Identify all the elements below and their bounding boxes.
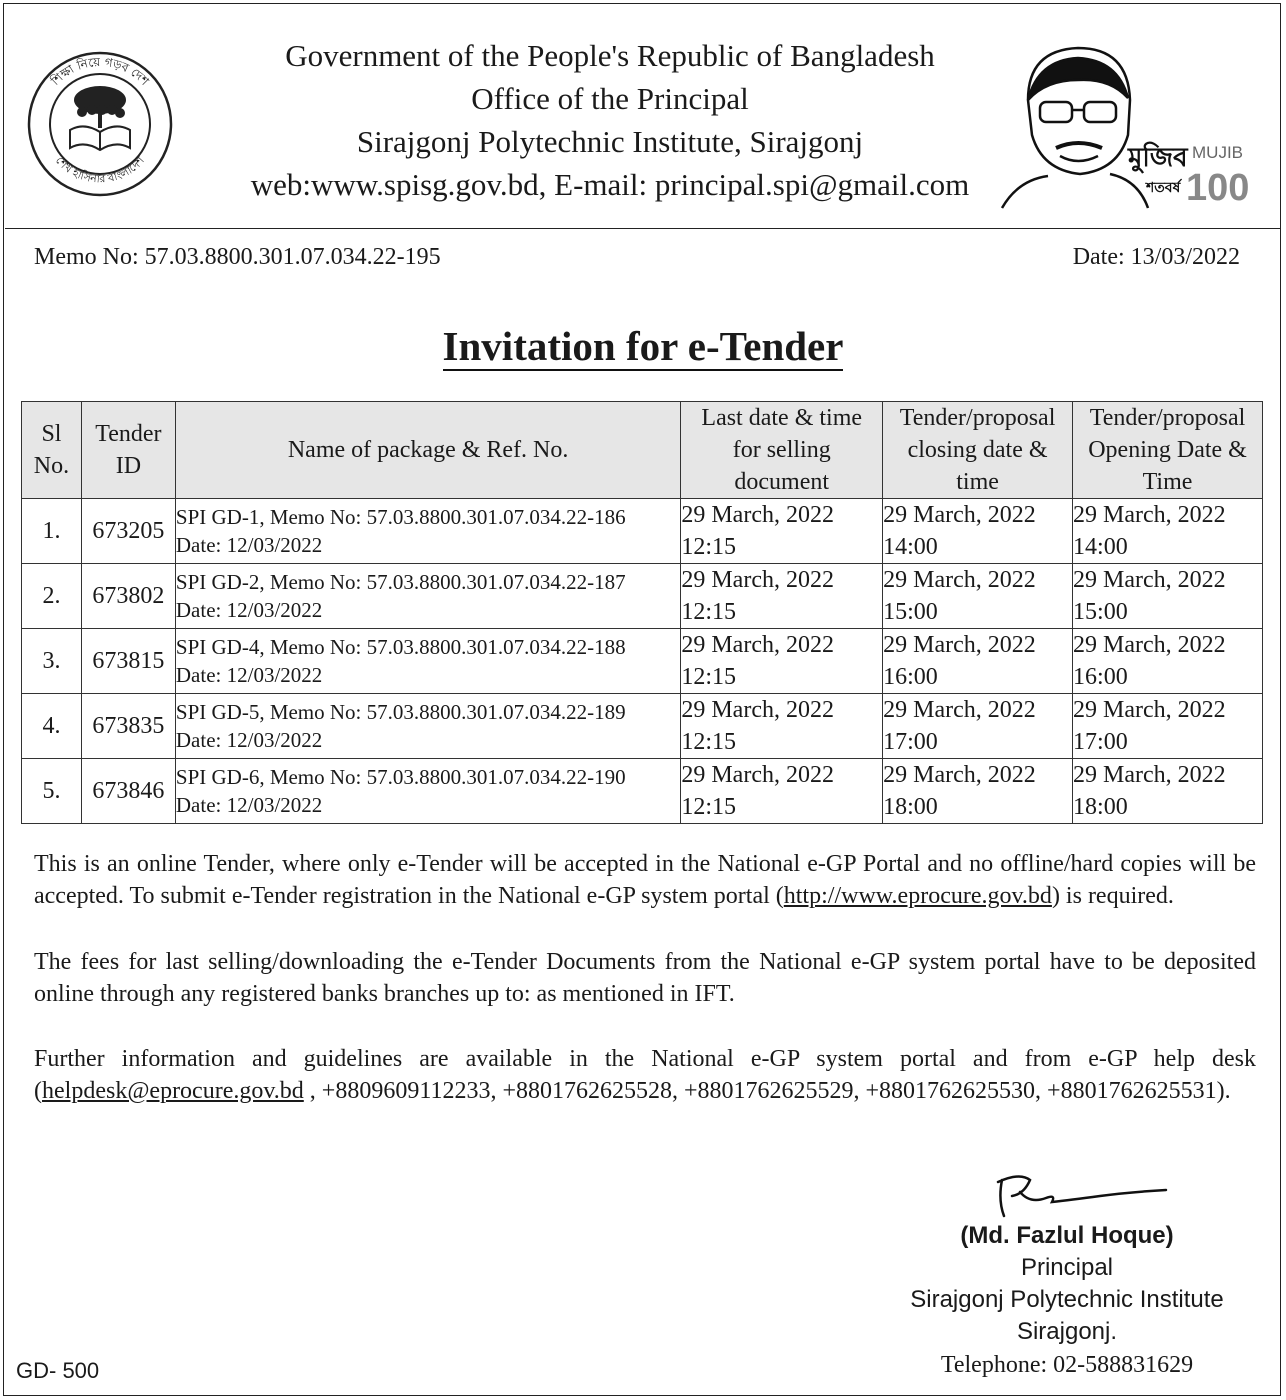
office-line: Office of the Principal [471,81,749,116]
table-row: 4. 673835 SPI GD-5, Memo No: 57.03.8800.301.07.034.22-189 Date: 12/03/2022 29 March, 2022 12:15 29 March, 2022 17:00 29 March, 2022 17:00 [22,694,1263,759]
table-row: 1. 673205 SPI GD-1, Memo No: 57.03.8800.301.07.034.22-186 Date: 12/03/2022 29 March, 2022 12:15 29 March, 2022 14:00 29 March, 2022 14:00 [22,499,1263,564]
logo-bangla: মুজিব [1128,143,1188,173]
govt-line: Government of the People's Republic of Bangladesh [285,38,935,73]
signatory-telephone: Telephone: 02-588831629 [940,1352,1194,1378]
col-sl: Sl No. [22,402,82,499]
signatory-org: Sirajgonj Polytechnic Institute [910,1286,1224,1313]
logo-top-text: শিক্ষা নিয়ে গড়ব দেশ [48,54,152,89]
contact-line: web:www.spisg.gov.bd, E-mail: principal.spi@gmail.com [250,167,970,202]
logo-bangla-sub: শতবর্ষ [1146,180,1181,196]
col-last-date: Last date & time for selling document [681,402,883,499]
svg-text:শেখ হাসিনার বাংলাদেশ [53,154,147,186]
letterhead [200,34,1020,206]
table-row: 3. 673815 SPI GD-4, Memo No: 57.03.8800.301.07.034.22-188 Date: 12/03/2022 29 March, 2022 12:15 29 March, 2022 16:00 29 March, 2022 16:00 [22,629,1263,694]
logo-bottom-text: শেখ হাসিনার বাংলাদেশ [52,153,148,186]
signature-block [900,1220,1234,1348]
institute-logo [26,50,174,198]
footer-code: GD- 500 [16,1358,100,1383]
logo-100: 100 [1186,167,1250,209]
header-divider [5,228,1281,229]
signatory-city: Sirajgonj. [1016,1318,1118,1345]
online-tender-paragraph: This is an online Tender, where only e-Tender will be accepted in the National e-GP Portal and no offline/hard copies will be accepted. To submit e-Tender registration in the National e-GP system portal (http://www.eprocure.gov.bd) is required. [34,851,1256,909]
memo-date: Date: 13/03/2022 [1072,244,1240,270]
svg-text:শিক্ষা নিয়ে গড়ব দেশ [48,55,153,89]
logo-mujib: MUJIB [1192,143,1243,162]
memo-number: Memo No: 57.03.8800.301.07.034.22-195 [34,244,441,270]
table-row: 5. 673846 SPI GD-6, Memo No: 57.03.8800.301.07.034.22-190 Date: 12/03/2022 29 March, 2022 12:15 29 March, 2022 18:00 29 March, 2022 18:00 [22,759,1263,824]
col-tender-id: Tender ID [81,402,175,499]
col-closing-date: Tender/proposal closing date & time [883,402,1073,499]
signatory-title: Principal [1020,1254,1114,1281]
signatory-name: (Md. Fazlul Hoque) [960,1222,1174,1249]
col-package: Name of package & Ref. No. [175,402,680,499]
table-row: 2. 673802 SPI GD-2, Memo No: 57.03.8800.301.07.034.22-187 Date: 12/03/2022 29 March, 2022 12:15 29 March, 2022 15:00 29 March, 2022 15:00 [22,564,1263,629]
mujib-100-logo [998,40,1250,209]
fees-paragraph: The fees for last selling/downloading the e-Tender Documents from the National e-GP system portal have to be deposited online through any registered banks branches up to: as mentioned in IFT. [34,949,1256,1007]
helpdesk-email-link[interactable]: helpdesk@eprocure.gov.bd [42,1078,304,1104]
table-header-row [22,402,1263,499]
tender-table [21,401,1263,824]
helpdesk-paragraph: Further information and guidelines are available in the National e-GP system portal and from e-GP help desk (helpdesk@eprocure.gov.bd , +8809609112233, +8801762625528, +8801762625529, +8801762625530, +8801762625531). [34,1046,1256,1104]
col-opening-date: Tender/proposal Opening Date & Time [1073,402,1263,499]
page-title: Invitation for e-Tender [442,323,844,369]
eprocure-link[interactable]: http://www.eprocure.gov.bd [783,883,1052,909]
institute-line: Sirajgonj Polytechnic Institute, Sirajgonj [356,124,864,159]
